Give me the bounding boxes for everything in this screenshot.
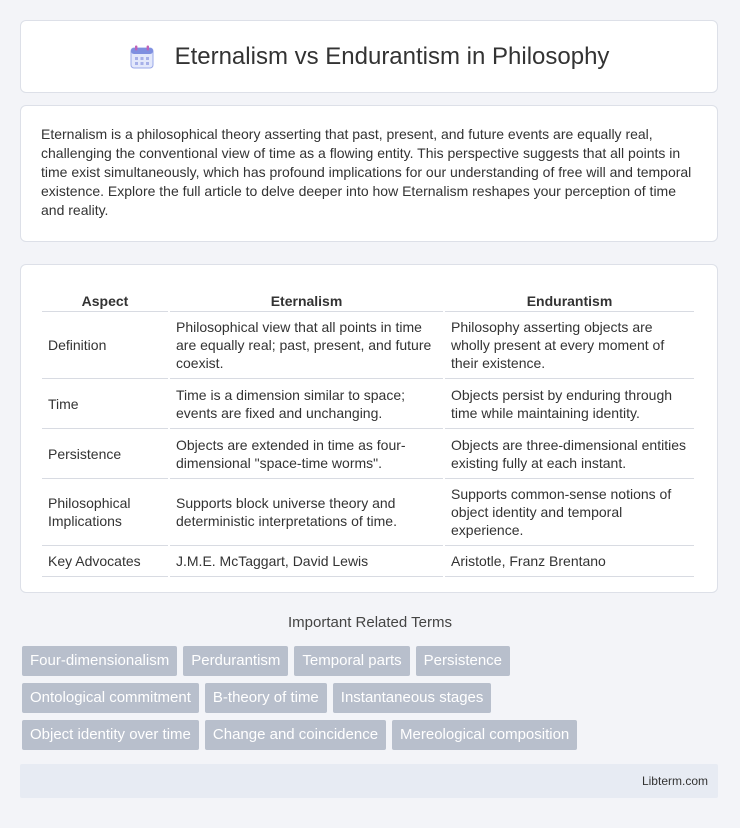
header-card	[20, 20, 718, 93]
cell-aspect: Philosophical Implications	[42, 479, 168, 546]
cell-eternalism: Objects are extended in time as four-dimensional "space-time worms".	[170, 429, 443, 479]
header-aspect: Aspect	[42, 285, 168, 312]
tag-perdurantism[interactable]: Perdurantism	[183, 646, 288, 676]
tag-mereological-composition[interactable]: Mereological composition	[392, 720, 577, 750]
tag-object-identity-over-time[interactable]: Object identity over time	[22, 720, 199, 750]
cell-eternalism: J.M.E. McTaggart, David Lewis	[170, 546, 443, 577]
cell-aspect: Key Advocates	[42, 546, 168, 577]
header-endurantism: Endurantism	[445, 285, 694, 312]
table-row	[42, 379, 694, 429]
footer	[20, 764, 718, 798]
cell-endurantism: Aristotle, Franz Brentano	[445, 546, 694, 577]
cell-eternalism: Supports block universe theory and deterministic interpretations of time.	[170, 479, 443, 546]
related-terms-title: Important Related Terms	[288, 614, 452, 631]
header	[129, 43, 610, 71]
tag-row	[22, 646, 722, 676]
tag-ontological-commitment[interactable]: Ontological commitment	[22, 683, 199, 713]
table-row	[42, 546, 694, 577]
intro-text: Eternalism is a philosophical theory asserting that past, present, and future events are equally real, challenging the conventional view of time as a flowing entity. This perspective suggests that all points in time exist simultaneously, which has profound implications for our understanding of free will and temporal existence. Explore the full article to delve deeper into how Eternalism reshapes your perception of time and reality.	[41, 126, 692, 218]
table-row	[42, 429, 694, 479]
comparison-table	[40, 285, 696, 577]
cell-endurantism: Objects are three-dimensional entities existing fully at each instant.	[445, 429, 694, 479]
table-row	[42, 479, 694, 546]
table-row	[42, 312, 694, 379]
tag-change-and-coincidence[interactable]: Change and coincidence	[205, 720, 386, 750]
header-eternalism: Eternalism	[170, 285, 443, 312]
cell-endurantism: Objects persist by enduring through time while maintaining identity.	[445, 379, 694, 429]
cell-aspect: Definition	[42, 312, 168, 379]
related-terms	[22, 646, 722, 757]
tag-b-theory-of-time[interactable]: B-theory of time	[205, 683, 327, 713]
tag-row	[22, 720, 722, 750]
cell-endurantism: Philosophy asserting objects are wholly present at every moment of their existence.	[445, 312, 694, 379]
cell-eternalism: Philosophical view that all points in time are equally real; past, present, and future coexist.	[170, 312, 443, 379]
tag-persistence[interactable]: Persistence	[416, 646, 510, 676]
page-title: Eternalism vs Endurantism in Philosophy	[174, 42, 610, 70]
intro-card	[20, 105, 718, 242]
comparison-card	[20, 264, 718, 593]
table-header-row	[42, 285, 694, 312]
cell-aspect: Persistence	[42, 429, 168, 479]
tag-row	[22, 683, 722, 713]
calendar-icon	[129, 44, 155, 70]
tag-four-dimensionalism[interactable]: Four-dimensionalism	[22, 646, 177, 676]
cell-eternalism: Time is a dimension similar to space; events are fixed and unchanging.	[170, 379, 443, 429]
cell-aspect: Time	[42, 379, 168, 429]
cell-endurantism: Supports common-sense notions of object identity and temporal experience.	[445, 479, 694, 546]
footer-brand-link[interactable]: Libterm.com	[641, 774, 708, 788]
tag-temporal-parts[interactable]: Temporal parts	[294, 646, 409, 676]
tag-instantaneous-stages[interactable]: Instantaneous stages	[333, 683, 492, 713]
